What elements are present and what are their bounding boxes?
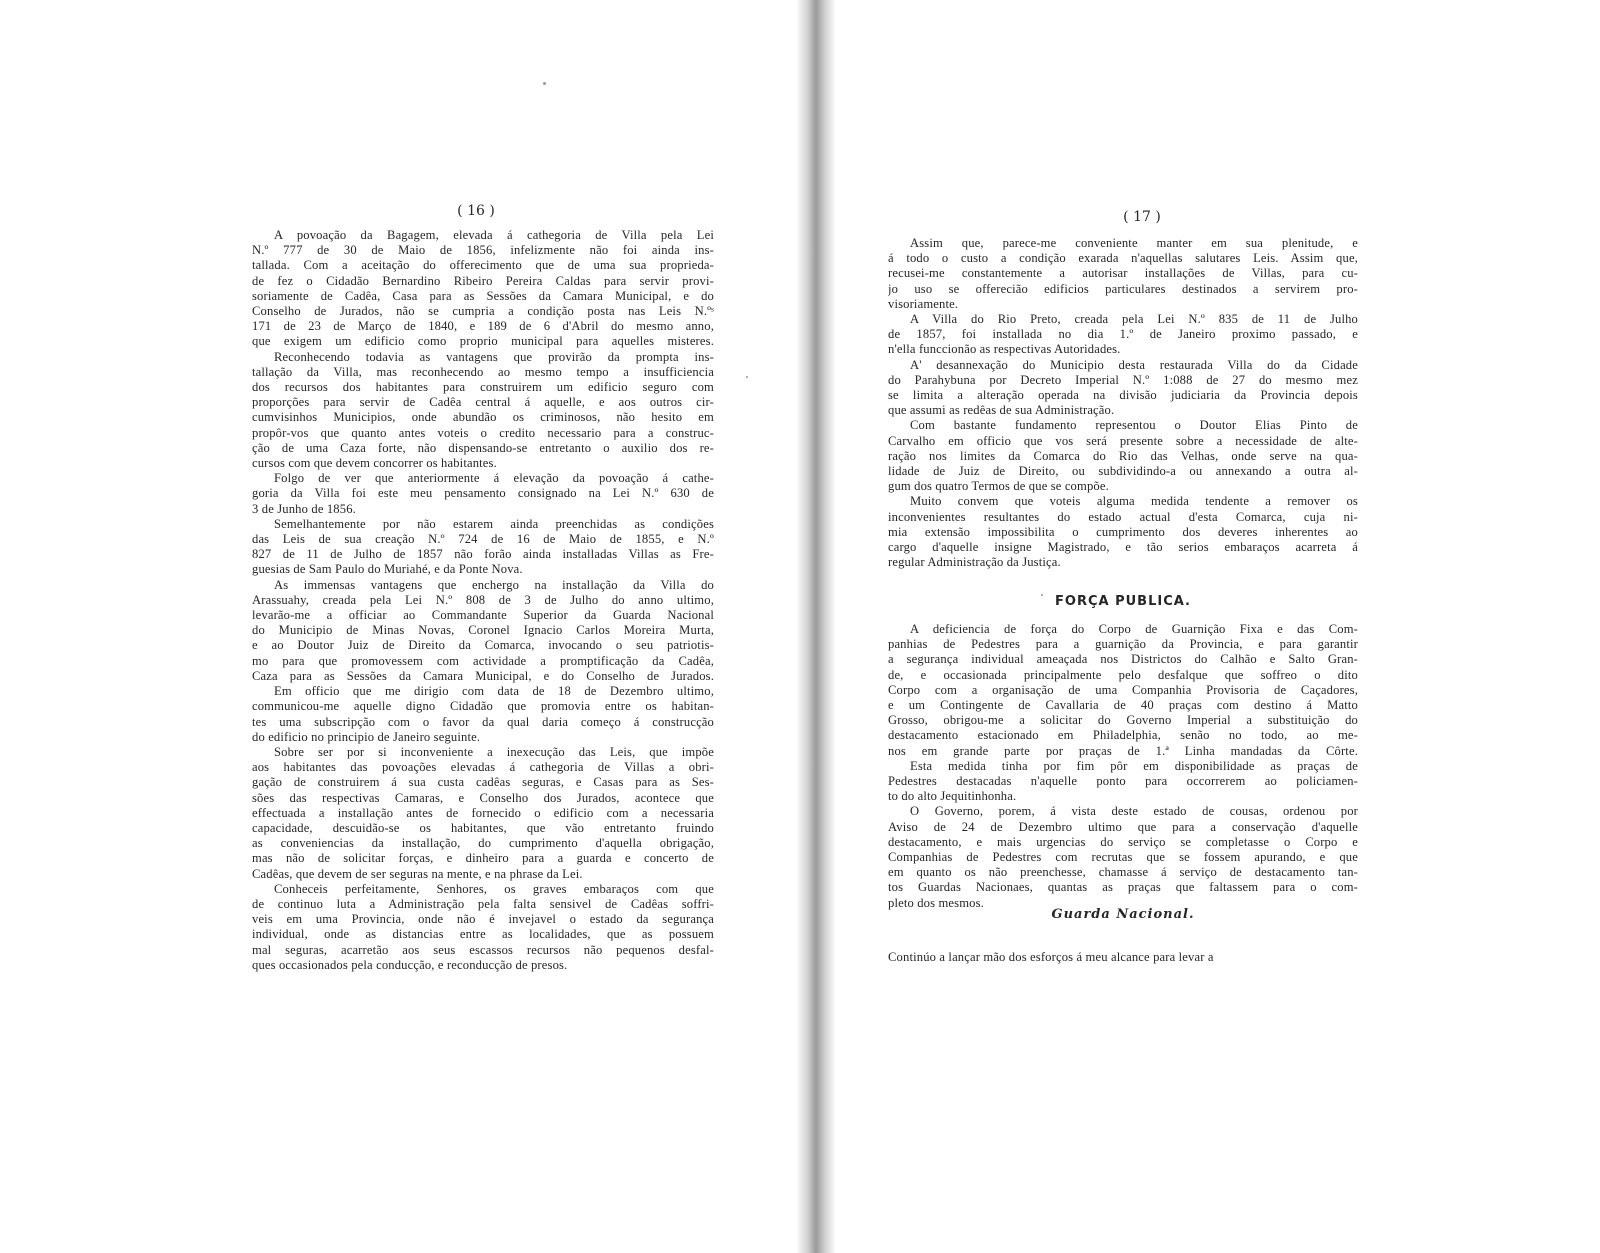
text-line: gum dos quatro Termos de que se compõe. xyxy=(888,479,1109,494)
text-line: 3 de Junho de 1856. xyxy=(252,501,356,516)
text-line: individual, onde as distancias entre as localidades, que as possuem xyxy=(252,927,714,942)
text-line: a segurança individual ameaçada nos Districtos do Calhão e Salto Gran- xyxy=(888,652,1358,667)
text-line: Conselho de Jurados, não se cumpria a condição posta nas Leis N.ºˢ xyxy=(252,304,714,319)
text-line: jo uso se offerecião edificios particulares destinados a servirem pro- xyxy=(888,281,1358,296)
text-line: Reconhecendo todavia as vantagens que provirão da prompta ins- xyxy=(274,349,714,364)
text-line: lidade de Juiz de Direito, ou subdividindo-a ou annexando a outra al- xyxy=(888,464,1358,479)
text-line: goria da Villa foi este meu pensamento consignado na Lei N.º 630 de xyxy=(252,486,714,501)
text-line: as conveniencias da installação, do cumprimento d'aquella obrigação, xyxy=(252,836,714,851)
text-line: tallação da Villa, mas reconhecendo ao mesmo tempo a insufficiencia xyxy=(252,364,714,379)
text-line: aos habitantes das povoações elevadas á cathegoria de Villas a obri- xyxy=(252,760,714,775)
text-line: tos Guardas Nacionaes, quantas as praças que faltassem para o com- xyxy=(888,880,1358,895)
text-line: sões das respectivas Camaras, e Conselho dos Jurados, acontece que xyxy=(252,790,714,805)
text-line: mia extensão impossibilita o cumprimento dos deveres inherentes ao xyxy=(888,524,1358,539)
text-line: do edificio no principio de Janeiro seguinte. xyxy=(252,729,481,744)
text-line: soriamente de Cadêa, Casa para as Sessões da Camara Municipal, e do xyxy=(252,288,714,303)
text-line: destacamento estacionado em Philadelphia, senão no todo, ao me- xyxy=(888,728,1358,743)
text-line: Com bastante fundamento representou o Doutor Elias Pinto de xyxy=(910,418,1358,433)
text-line: Continúo a lançar mão dos esforços á meu alcance para levar a xyxy=(888,950,1214,964)
text-line: de continuo luta a Administração pela falta sensivel de Cadêas soffri- xyxy=(252,896,714,911)
text-line: 171 de 23 de Março de 1840, e 189 de 6 d'Abril do mesmo anno, xyxy=(252,319,714,334)
text-line: que assumi as redêas de sua Administração. xyxy=(888,403,1115,418)
text-line: de fez o Cidadão Bernardino Ribeiro Pereira Caldas para servir provi- xyxy=(252,273,714,288)
text-line: gação de construirem á sua custa cadêas seguras, e Casas para as Ses- xyxy=(252,775,714,790)
text-line: Companhias de Pedestres com recrutas que se fossem apurando, e que xyxy=(888,850,1358,865)
text-line: panhias de Pedestres para a guarnição da Provincia, e para garantir xyxy=(888,637,1358,652)
text-line: capacidade, descuidão-se os habitantes, que vão entretanto fruindo xyxy=(252,820,714,835)
text-line: pleto dos mesmos. xyxy=(888,895,984,910)
text-line: Grosso, obrigou-me a solicitar do Governo Imperial a substituição do xyxy=(888,713,1358,728)
text-line: A' desannexação do Municipio desta restaurada Villa do da Cidade xyxy=(910,357,1358,372)
text-line: Sobre ser por si inconveniente a inexecução das Leis, que impõe xyxy=(274,744,714,759)
text-line: to do alto Jequitinhonha. xyxy=(888,789,1017,804)
right-page-text-block-c xyxy=(888,950,1358,965)
text-line: A Villa do Rio Preto, creada pela Lei N.º 835 de 11 de Julho xyxy=(910,312,1358,327)
text-line: A povoação da Bagagem, elevada á cathegoria de Villa pela Lei xyxy=(274,228,714,242)
text-line: veis em uma Provincia, onde não é invejavel o estado da segurança xyxy=(252,912,714,927)
text-line: ração nos limites da Comarca do Rio das Velhas, onde serve na qua- xyxy=(888,448,1358,463)
text-line: Em officio que me dirigio com data de 18 de Dezembro ultimo, xyxy=(274,684,714,699)
text-line: effectuada a installação antes de fornecido o edificio com a necessaria xyxy=(252,805,714,820)
text-line: em quanto os não preenchesse, chamasse á serviço de destacamento tan- xyxy=(888,865,1358,880)
text-line: levarão-me a officiar ao Commandante Superior da Guarda Nacional xyxy=(252,608,714,623)
right-page-text-block-b xyxy=(888,622,1358,911)
text-line: proporções para servir de Cadêa central á aquelle, e aos outros cir- xyxy=(252,395,714,410)
left-page xyxy=(0,0,796,1253)
text-line: As immensas vantagens que enchergo na installação da Villa do xyxy=(274,577,714,592)
text-line: recusei-me constantemente a autorisar installações de Villas, para cu- xyxy=(888,266,1358,281)
text-line: e ao Doutor Juiz de Direito da Comarca, invocando o seu patriotis- xyxy=(252,638,714,653)
text-line: Arassuahy, creada pela Lei N.º 808 de 3 de Julho do anno ultimo, xyxy=(252,592,714,607)
text-line: se limita a alteração operada na divisão judiciaria da Provincia depois xyxy=(888,388,1358,403)
text-line: dos recursos dos habitantes para construirem um edificio seguro com xyxy=(252,380,714,395)
text-line: visoriamente. xyxy=(888,296,959,311)
text-line: nos em grande parte por praças de 1.ª Linha mandadas da Côrte. xyxy=(888,743,1358,758)
text-line: Folgo de ver que anteriormente á elevação da povoação á cathe- xyxy=(274,471,714,486)
text-line: tes uma subscripção com o favor da qual daria começo á construcção xyxy=(252,714,714,729)
text-line: Assim que, parece-me conveniente manter em sua plenitude, e xyxy=(910,236,1358,250)
text-line: N.º 777 de 30 de Maio de 1856, infelizmente não foi ainda ins- xyxy=(252,243,714,258)
book-gutter xyxy=(796,0,836,1253)
text-line: inconvenientes resultantes do estado actual d'esta Comarca, cuja ni- xyxy=(888,509,1358,524)
right-page-text-block-a xyxy=(888,236,1358,570)
text-line: Aviso de 24 de Dezembro ultimo que para a conservação d'aquelle xyxy=(888,819,1358,834)
page-number-17: ( 17 ) xyxy=(1123,209,1161,225)
section-heading-forca-publica: FORÇA PUBLICA. xyxy=(1055,594,1191,609)
text-line: Conheceis perfeitamente, Senhores, os graves embaraços com que xyxy=(274,881,714,896)
text-line: mal seguras, acarretão aos seus escassos recursos não pequenos desfal- xyxy=(252,942,714,957)
text-line: cursos com que devem concorrer os habitantes. xyxy=(252,456,497,471)
text-line: Muito convem que voteis alguma medida tendente a remover os xyxy=(910,494,1358,509)
text-line: Carvalho em officio que vos será presente sobre a necessidade de alte- xyxy=(888,433,1358,448)
text-line: do Parahybuna por Decreto Imperial N.º 1:088 de 27 do mesmo mez xyxy=(888,372,1358,387)
text-line: do Municipio de Minas Novas, Coronel Ignacio Carlos Moreira Murta, xyxy=(252,623,714,638)
text-line: n'ella funccionão as respectivas Autoridades. xyxy=(888,342,1121,357)
text-line: Pedestres destacadas n'aquelle ponto para occorrerem ao policiamen- xyxy=(888,774,1358,789)
text-line: destacamento, e mais urgencias do serviço se completasse o Corpo e xyxy=(888,834,1358,849)
text-line: 827 de 11 de Julho de 1857 não forão ainda installadas Villas as Fre- xyxy=(252,547,714,562)
paper-speck xyxy=(543,82,546,85)
text-line: de 1857, foi installada no dia 1.º de Janeiro proximo passado, e xyxy=(888,327,1358,342)
paper-speck xyxy=(1041,594,1043,596)
text-line: Esta medida tinha por fim pôr em disponibilidade as praças de xyxy=(910,758,1358,773)
text-line: ques occasionados pela conducção, e reconducção de presos. xyxy=(252,957,568,972)
page-number-16: ( 16 ) xyxy=(457,203,495,219)
text-line: de, e occasionada principalmente pelo desfalque que soffreo o dito xyxy=(888,667,1358,682)
text-line: mas não de solicitar forças, e dinheiro para a guarda e concerto de xyxy=(252,851,714,866)
paper-speck xyxy=(746,376,748,378)
text-line: das Leis de sua creação N.º 724 de 16 de Maio de 1855, e N.º xyxy=(252,532,714,547)
text-line: regular Administração da Justiça. xyxy=(888,555,1061,570)
text-line: cumvisinhos Municipios, onde abundão os criminosos, não hesito em xyxy=(252,410,714,425)
text-line: communicou-me aquelle digno Cidadão que promovia entre os habitan- xyxy=(252,699,714,714)
right-page xyxy=(836,0,1600,1253)
text-line: guesias de Sam Paulo do Muriahé, e da Ponte Nova. xyxy=(252,562,523,577)
text-line: propôr-vos que quanto antes voteis o credito necessario para a construc- xyxy=(252,425,714,440)
text-line: tallada. Com a aceitação do offerecimento que de uma sua proprieda- xyxy=(252,258,714,273)
text-line: ção de uma Caza forte, não dispensando-se entretanto o auxilio dos re- xyxy=(252,440,714,455)
text-line: que exigem um edificio como proprio municipal para aquelles misteres. xyxy=(252,334,714,349)
left-page-text xyxy=(252,228,714,973)
text-line: Semelhantemente por não estarem ainda preenchidas as condições xyxy=(274,516,714,531)
text-line: e um Contingente de Cavallaria de 40 praças com destino á Matto xyxy=(888,698,1358,713)
text-line: mo para que promovessem com actividade a promptificação da Cadêa, xyxy=(252,653,714,668)
text-line: Cadêas, que devem de ser seguras na mente, e na phrase da Lei. xyxy=(252,866,583,881)
text-line: A deficiencia de força do Corpo de Guarnição Fixa e das Com- xyxy=(910,622,1358,636)
text-line: Caza para as Sessões da Camara Municipal, e do Conselho de Jurados. xyxy=(252,668,714,683)
text-line: O Governo, porem, á vista deste estado de cousas, ordenou por xyxy=(910,804,1358,819)
text-line: Corpo com a organisação de uma Companhia Provisoria de Caçadores, xyxy=(888,682,1358,697)
text-line: cargo d'aquelle insigne Magistrado, e tão serios embaraços acarreta á xyxy=(888,540,1358,555)
text-line: á todo o custo a condição exarada n'aquellas salutares Leis. Assim que, xyxy=(888,251,1358,266)
section-heading-guarda-nacional: Guarda Nacional. xyxy=(1051,907,1195,922)
